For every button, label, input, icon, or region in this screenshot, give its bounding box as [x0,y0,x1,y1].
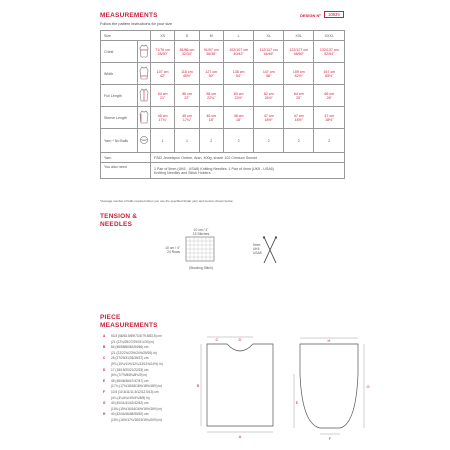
body-piece-diagram [195,334,285,442]
rows-measure: 10 cm / 4" [165,246,180,250]
balls-xxxl: 2 [314,129,345,153]
label-a: A [238,434,242,439]
list-item: (15¾ (16½/17¼/18/19/19¾/20½) in) [111,417,163,422]
width-icon [138,63,151,85]
balls-m: 2 [199,129,223,153]
sleeve-l: 46 cm 18" [223,107,253,129]
yarn-row [101,153,345,163]
body-outline [207,344,273,426]
sleeve-xl: 47 cm 18½" [254,107,284,129]
list-item: (9¾ (10¾/11½/12¼/13/13¾/14½) in) [111,361,163,366]
list-item: B 54 (56/58/60/62/64/66) cm [103,345,149,350]
piece-measurements-title [100,314,158,330]
label-d: D [238,337,242,342]
length-xl: 62 cm 24½" [254,85,284,107]
footnote: *Average number of balls required when you use the specified Sirdar yarn and tension shown below. [100,199,234,203]
sleeve-s: 45 cm 17¾" [175,107,199,129]
needle-size-usa: USA8 [253,251,262,255]
size-xxl: XXL [284,31,314,41]
row-label-length: Full Length [101,85,138,107]
list-item: A 53.5 (58/63.5/69/73.5/79.5/83.5) cm [103,334,162,338]
row-label-yarn-balls: Yarn * No Balls [101,129,138,153]
crossed-needles-icon [262,236,278,264]
yarn-value: F262 Jewelspun Ombre, Aran, 400g, shade 102 Crimson Sunset [151,153,345,163]
tension-title-line-1: TENSION & [100,213,138,220]
table-row [101,63,345,85]
sleeve-piece-diagram [292,334,372,442]
list-item: (21 (22¾/25/27/29/31¼/33) in) [111,339,155,344]
extras-value [151,163,345,179]
tension-rows-label [160,246,180,254]
label-f: F [328,436,332,441]
label-g: G [366,384,370,389]
sleeve-xxl: 47 cm 18½" [284,107,314,129]
extras-value-line-2: Knitting Needles and Stitch Holders. [154,170,212,175]
tension-grid-icon [180,236,220,264]
balls-s: 1 [175,129,199,153]
label-e: E [295,400,299,405]
list-item: D 17 (18/19/20/21/22/23) cm [103,367,149,372]
needle-size-uk: UK6 [253,247,260,251]
sleeve-xxxl: 47 cm 18½" [314,107,345,129]
list-item: F 10.5 (10.5/11/11.5/12/12.5/13) cm [103,389,159,394]
length-m: 58 cm 22¾" [199,85,223,107]
row-label-chest: Chest [101,41,138,63]
list-item: (4¼ (4¼/4¼/4½/4¾/5/5) in) [111,395,150,400]
yarn-label: Yarn [101,153,151,163]
length-l: 60 cm 23½" [223,85,253,107]
row-label-sleeve: Sleeve Length [101,107,138,129]
table-row [101,41,345,63]
design-number: 10839 [324,11,344,18]
stitches-count: 15 Stitches [192,232,210,236]
row-label-width: Width [101,63,138,85]
size-s: S [175,31,199,41]
needle-size-mm: 5mm [253,243,261,247]
length-xs: 54 cm 21" [151,85,175,107]
length-xxl: 64 cm 25" [284,85,314,107]
width-s: 116 cm 45½" [175,63,199,85]
width-xs: 107 cm 42" [151,63,175,85]
size-header-row [101,31,345,41]
list-item: E 45 (45/46/46/47/47/47) cm [103,378,149,383]
size-l: L [223,31,253,41]
size-label: Size [101,31,151,41]
intro-text: Follow the pattern instructions for your size [100,22,173,26]
chest-xl: 112/117 cm 44/46" [254,41,284,63]
length-s: 56 cm 22" [175,85,199,107]
chest-l: 102/107 cm 40/42" [223,41,253,63]
width-xxl: 159 cm 62½" [284,63,314,85]
width-l: 138 cm 54" [223,63,253,85]
table-row [101,129,345,153]
width-m: 127 cm 50" [199,63,223,85]
table-row [101,107,345,129]
chest-m: 91/97 cm 36/38" [199,41,223,63]
sleeve-xs: 45 cm 17¾" [151,107,175,129]
tension-title [100,213,137,229]
tension-stitches-label [180,228,222,236]
measurements-table [100,30,345,179]
size-xl: XL [254,31,284,41]
piece-measurements-list [103,334,163,424]
rows-count: 24 Rows [167,250,180,254]
list-item: C 25 (27/29/31/33/35/37) cm [103,356,149,361]
stitches-measure: 10 cm / 4" [193,228,209,232]
page-title: MEASUREMENTS [100,12,158,19]
chest-s: 81/86 cm 32/34" [175,41,199,63]
size-xs: XS [151,31,175,41]
list-item: (15¾ (15¾/16/16/16½/16½/16½) in) [111,406,163,411]
size-xxxl: XXXL [314,31,345,41]
table-row [101,85,345,107]
design-number-label: DESIGN Nº [300,13,321,18]
tension-title-line-2: NEEDLES [100,221,133,228]
list-item: G 40 (40/41/41/42/42/42) cm [103,401,149,406]
size-m: M [199,31,223,41]
width-xxxl: 167 cm 65½" [314,63,345,85]
extras-row [101,163,345,179]
label-c: C [215,337,219,342]
sleeve-icon [138,107,151,129]
label-h: H [327,338,331,343]
sleeve-outline [300,344,358,428]
balls-xs: 1 [151,129,175,153]
yarn-ball-icon [138,129,151,153]
length-icon [138,85,151,107]
extras-label: You also need [101,163,151,179]
balls-xxl: 2 [284,129,314,153]
length-xxxl: 66 cm 26" [314,85,345,107]
chest-icon [138,41,151,63]
extras-value-line-1: 1 Pair of 5mm (UK6 - USA8) Knitting Needles, 1 Pair of 4mm (UK8 - USA6) [154,166,274,171]
width-xl: 147 cm 58" [254,63,284,85]
chest-xs: 71/76 cm 28/30" [151,41,175,63]
needle-size-label [253,243,262,255]
list-item: H 40 (42/44/46/48/50/52) cm [103,412,149,417]
sleeve-m: 46 cm 18" [199,107,223,129]
chest-xxxl: 132/137 cm 52/54" [314,41,345,63]
piece-title-line-1: PIECE [100,314,121,321]
list-item: (17¾ (17¾/18/18/18½/18½/18½) in) [111,384,163,389]
balls-l: 2 [223,129,253,153]
list-item: (21 (22/22¾/23½/24½/25/26) in) [111,350,157,355]
list-item: (6¾ (7/7½/8/8¼/8¾/9) in) [111,373,147,378]
balls-xl: 2 [254,129,284,153]
piece-title-line-2: MEASUREMENTS [100,322,158,329]
chest-xxl: 122/127 cm 48/50" [284,41,314,63]
tension-pattern: (Stocking Stitch) [188,266,213,270]
label-b: B [196,383,200,388]
